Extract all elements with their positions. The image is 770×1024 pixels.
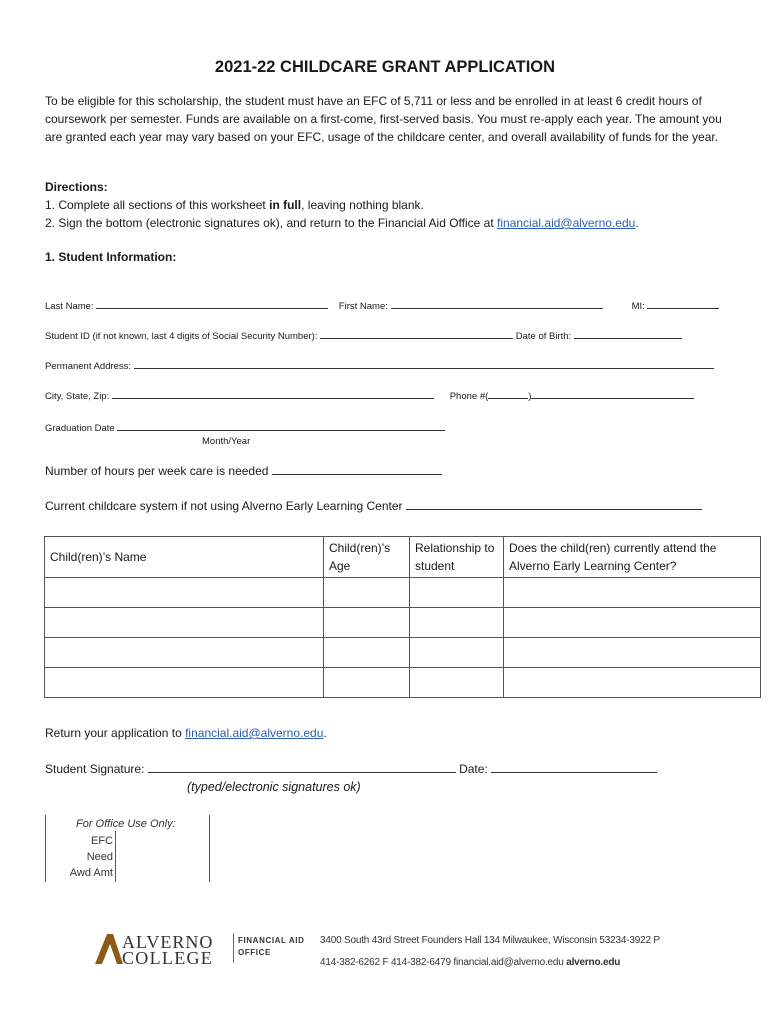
city-label: City, State, Zip: — [45, 391, 110, 402]
typed-signature-note: (typed/electronic signatures ok) — [187, 780, 361, 794]
hours-label: Number of hours per week care is needed — [45, 464, 269, 478]
first-name-field[interactable] — [391, 299, 603, 309]
child-name-cell[interactable] — [45, 668, 324, 698]
office-efc-label: EFC — [91, 835, 113, 847]
logo-line-2: COLLEGE — [122, 948, 214, 968]
phone-area-field[interactable] — [488, 389, 528, 399]
mi-label: MI: — [631, 301, 645, 312]
relationship-cell[interactable] — [410, 638, 504, 668]
relationship-cell[interactable] — [410, 668, 504, 698]
footer-website: alverno.edu — [566, 957, 621, 968]
id-row — [45, 329, 682, 342]
current-system-label: Current childcare system if not using Alverno Early Learning Center — [45, 499, 403, 513]
signature-date-field[interactable] — [491, 761, 657, 773]
return-instruction: Return your application to financial.aid@alverno.edu. — [45, 726, 327, 740]
directions-heading: Directions: — [45, 180, 108, 194]
alverno-logo-mark — [95, 930, 315, 968]
dob-label: Date of Birth: — [515, 331, 572, 342]
phone-label: Phone #( — [449, 391, 489, 402]
current-system-row — [45, 498, 702, 513]
table-header-row — [45, 537, 761, 578]
financial-aid-email-link[interactable]: financial.aid@alverno.edu — [497, 216, 636, 230]
relationship-cell[interactable] — [410, 608, 504, 638]
table-row — [45, 638, 761, 668]
table-row — [45, 668, 761, 698]
table-row — [45, 608, 761, 638]
direction-item-1: 1. Complete all sections of this worksheet in full, leaving nothing blank. — [45, 198, 424, 212]
last-name-field[interactable] — [96, 299, 328, 309]
graduation-label: Graduation Date — [45, 423, 115, 434]
student-id-label: Student ID (if not known, last 4 digits of Social Security Number): — [45, 331, 318, 342]
child-name-cell[interactable] — [45, 578, 324, 608]
name-row — [45, 299, 719, 312]
attends-cell[interactable] — [504, 578, 761, 608]
office-award-label: Awd Amt — [69, 867, 113, 879]
child-age-cell[interactable] — [324, 638, 410, 668]
signature-field[interactable] — [148, 761, 456, 773]
graduation-row — [45, 421, 445, 434]
child-age-cell[interactable] — [324, 608, 410, 638]
child-name-cell[interactable] — [45, 638, 324, 668]
date-label: Date: — [459, 762, 488, 776]
student-id-field[interactable] — [320, 329, 513, 339]
city-field[interactable] — [112, 389, 434, 399]
attends-cell[interactable] — [504, 608, 761, 638]
signature-row — [45, 761, 657, 776]
address-row — [45, 359, 714, 372]
alverno-logo — [95, 930, 315, 968]
header-relationship: Relationship to student — [410, 537, 504, 578]
header-child-name: Child(ren)’s Name — [45, 537, 324, 578]
directions — [45, 178, 735, 232]
child-age-cell[interactable] — [324, 578, 410, 608]
current-system-field[interactable] — [406, 498, 702, 510]
graduation-field[interactable] — [117, 421, 445, 431]
hours-row — [45, 463, 442, 478]
eligibility-paragraph: To be eligible for this scholarship, the student must have an EFC of 5,711 or less and be enrolled in at least 6 credit hours of coursework per semester. Funds are available on a first-come, first-served basis. You must re-apply each year. The amount you are granted each year may vary based on your EFC, usage of the childcare center, and overall availability of funds for the year. — [45, 94, 722, 144]
last-name-label: Last Name: — [45, 301, 94, 312]
attends-cell[interactable] — [504, 668, 761, 698]
logo-dept-1: FINANCIAL AID — [238, 936, 305, 945]
logo-line-1: ALVERNO — [122, 932, 214, 952]
office-need-label: Need — [86, 851, 113, 863]
office-use-box — [45, 815, 210, 882]
signature-label: Student Signature: — [45, 762, 145, 776]
return-email-link[interactable]: financial.aid@alverno.edu — [185, 726, 324, 740]
office-use-heading: For Office Use Only: — [76, 818, 176, 830]
attends-cell[interactable] — [504, 638, 761, 668]
footer-address: 3400 South 43rd Street Founders Hall 134 Milwaukee, Wisconsin 53234-3922 P — [320, 935, 660, 946]
footer-contact — [320, 930, 660, 974]
header-child-age: Child(ren)’s Age — [324, 537, 410, 578]
dob-field[interactable] — [574, 329, 682, 339]
page-title: 2021-22 CHILDCARE GRANT APPLICATION — [214, 58, 556, 76]
relationship-cell[interactable] — [410, 578, 504, 608]
child-name-cell[interactable] — [45, 608, 324, 638]
direction-item-2: 2. Sign the bottom (electronic signatures ok), and return to the Financial Aid Office at financial.aid@alverno.edu. — [45, 216, 639, 230]
hours-field[interactable] — [272, 463, 442, 475]
table-row — [45, 578, 761, 608]
mi-field[interactable] — [647, 299, 719, 309]
address-field[interactable] — [134, 359, 714, 369]
city-row: City, State, Zip: Phone #( ) — [45, 389, 694, 402]
address-label: Permanent Address: — [45, 361, 132, 372]
month-year-hint: Month/Year — [202, 436, 251, 447]
logo-dept-2: OFFICE — [238, 948, 271, 957]
first-name-label: First Name: — [338, 301, 388, 312]
section-student-information: 1. Student Information: — [45, 250, 177, 264]
child-age-cell[interactable] — [324, 668, 410, 698]
footer-phone-line: 414-382-6262 F 414-382-6479 financial.aid@alverno.edu alverno.edu — [320, 957, 621, 968]
phone-number-field[interactable] — [531, 389, 694, 399]
header-attends-center: Does the child(ren) currently attend the Alverno Early Learning Center? — [504, 537, 761, 578]
children-table — [44, 536, 761, 698]
